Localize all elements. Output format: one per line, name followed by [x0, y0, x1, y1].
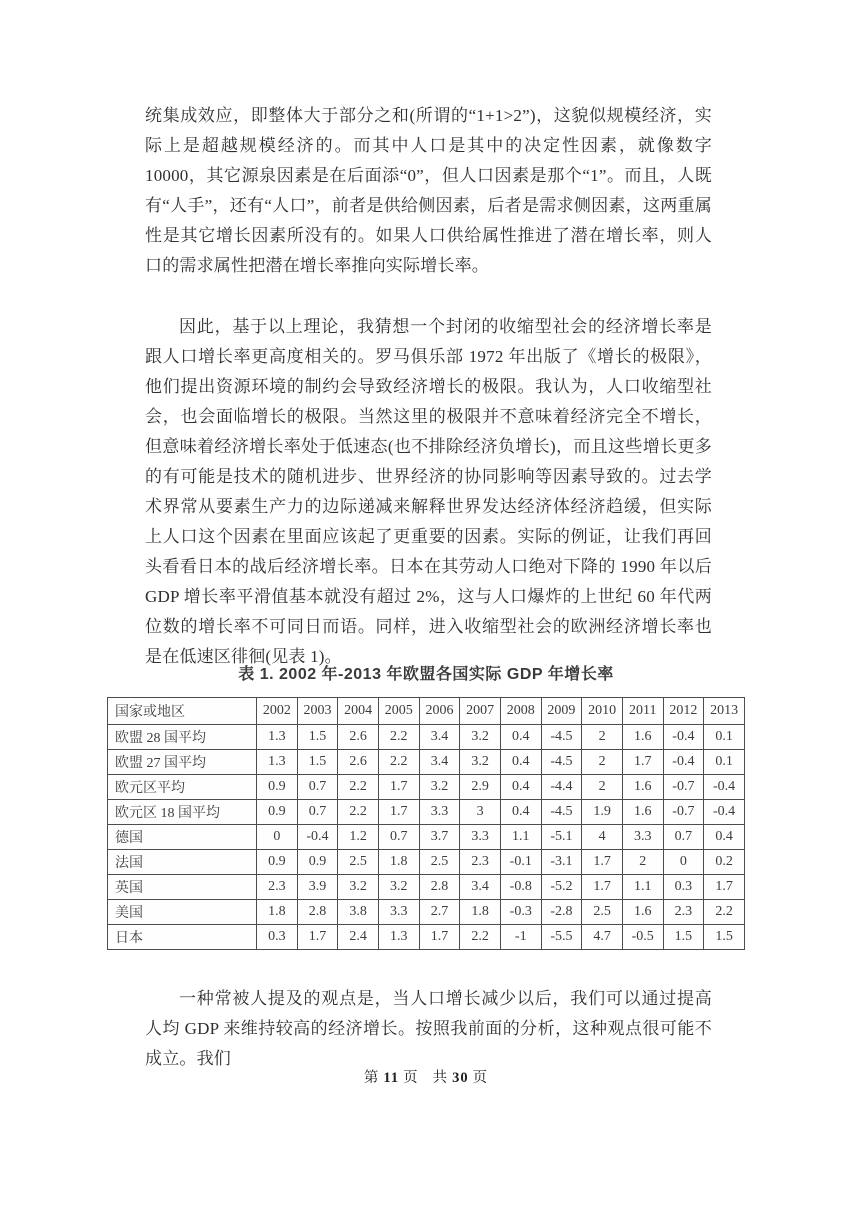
- value-cell: -3.1: [541, 850, 582, 875]
- value-cell: 2.3: [663, 900, 704, 925]
- value-cell: 1.5: [663, 925, 704, 950]
- value-cell: 2.5: [582, 900, 623, 925]
- value-cell: 0: [257, 825, 298, 850]
- value-cell: -0.7: [663, 775, 704, 800]
- value-cell: 0.3: [663, 875, 704, 900]
- footer-page-number: 11: [383, 1070, 400, 1086]
- year-header-cell: 2008: [500, 698, 541, 725]
- value-cell: -0.5: [622, 925, 663, 950]
- value-cell: 0.3: [257, 925, 298, 950]
- value-cell: 0.7: [297, 800, 338, 825]
- table-head: [108, 698, 745, 725]
- year-header-cell: 2011: [622, 698, 663, 725]
- region-cell: 欧盟 28 国平均: [108, 725, 257, 750]
- value-cell: 1.8: [257, 900, 298, 925]
- value-cell: 0.9: [297, 850, 338, 875]
- year-header-cell: 2003: [297, 698, 338, 725]
- region-cell: 日本: [108, 925, 257, 950]
- table-row: [108, 725, 745, 750]
- value-cell: 1.7: [378, 775, 419, 800]
- paragraph-3: 一种常被人提及的观点是，当人口增长减少以后，我们可以通过提高人均 GDP 来维持较高的经济增长。按照我前面的分析，这种观点很可能不成立。我们: [145, 989, 712, 1068]
- value-cell: 0.7: [297, 775, 338, 800]
- value-cell: 3.9: [297, 875, 338, 900]
- value-cell: 0.9: [257, 775, 298, 800]
- value-cell: 0: [663, 850, 704, 875]
- value-cell: 1.7: [582, 875, 623, 900]
- footer-label-total: 共: [432, 1070, 449, 1086]
- value-cell: 4: [582, 825, 623, 850]
- table-row: [108, 850, 745, 875]
- value-cell: 1.1: [622, 875, 663, 900]
- table-row: [108, 800, 745, 825]
- value-cell: 2: [582, 750, 623, 775]
- table-title: 表 1. 2002 年-2013 年欧盟各国实际 GDP 年增长率: [238, 666, 614, 683]
- footer-label-page: 第: [363, 1070, 380, 1086]
- table-header-row: [108, 698, 745, 725]
- value-cell: 2.2: [338, 800, 379, 825]
- value-cell: 2.3: [460, 850, 501, 875]
- value-cell: 2.5: [338, 850, 379, 875]
- table-row: [108, 825, 745, 850]
- value-cell: -0.3: [500, 900, 541, 925]
- value-cell: 0.1: [704, 750, 745, 775]
- value-cell: 0.4: [704, 825, 745, 850]
- table-row: [108, 900, 745, 925]
- value-cell: 1.8: [378, 850, 419, 875]
- region-cell: 德国: [108, 825, 257, 850]
- value-cell: -4.5: [541, 725, 582, 750]
- value-cell: 2.6: [338, 750, 379, 775]
- value-cell: 1.6: [622, 900, 663, 925]
- table-body: [108, 725, 745, 950]
- value-cell: -4.4: [541, 775, 582, 800]
- value-cell: 3.3: [460, 825, 501, 850]
- value-cell: 3.2: [460, 725, 501, 750]
- value-cell: 1.5: [704, 925, 745, 950]
- region-cell: 美国: [108, 900, 257, 925]
- value-cell: -5.2: [541, 875, 582, 900]
- year-header-cell: 2004: [338, 698, 379, 725]
- value-cell: -0.8: [500, 875, 541, 900]
- region-cell: 英国: [108, 875, 257, 900]
- value-cell: 1.3: [257, 725, 298, 750]
- year-header-cell: 2009: [541, 698, 582, 725]
- region-cell: 法国: [108, 850, 257, 875]
- year-header-cell: 2002: [257, 698, 298, 725]
- value-cell: 2.7: [419, 900, 460, 925]
- value-cell: 3.2: [338, 875, 379, 900]
- value-cell: 0.7: [378, 825, 419, 850]
- value-cell: 2.3: [257, 875, 298, 900]
- value-cell: -0.7: [663, 800, 704, 825]
- value-cell: 1.1: [500, 825, 541, 850]
- paragraph-2: 因此，基于以上理论，我猜想一个封闭的收缩型社会的经济增长率是跟人口增长率更高度相关的。罗马俱乐部 1972 年出版了《增长的极限》，他们提出资源环境的制约会导致经济增长的极限。我认为，人口收缩型社会，也会面临增长的极限。当然这里的极限并不意味着经济完全不增长，但意味着经济增长率处于低速态(也不排除经济负增长)，而且这些增长更多的有可能是技术的随机进步、世界经济的协同影响等因素导致的。过去学术界常从要素生产力的边际递减来解释世界发达经济体经济趋缓，但实际上人口这个因素在里面应该起了更重要的因素。实际的例证，让我们再回头看看日本的战后经济增长率。日本在其劳动人口绝对下降的 1990 年以后 GDP 增长率平滑值基本就没有超过 2%，这与人口爆炸的上世纪 60 年代两位数的增长率不可同日而语。同样，进入收缩型社会的欧洲经济增长率也是在低速区徘徊(见表 1)。: [145, 317, 712, 666]
- value-cell: 0.1: [704, 725, 745, 750]
- table-row: [108, 750, 745, 775]
- value-cell: 2: [622, 850, 663, 875]
- paragraph-1: 统集成效应，即整体大于部分之和(所谓的“1+1>2”)，这貌似规模经济，实际上是超越规模经济的。而其中人口是其中的决定性因素，就像数字 10000，其它源泉因素是在后面添“0”，但人口因素是那个“1”。而且，人既有“人手”，还有“人口”，前者是供给侧因素，后者是需求侧因素，这两重属性是其它增长因素所没有的。如果人口供给属性推进了潜在增长率，则人口的需求属性把潜在增长率推向实际增长率。: [145, 106, 712, 275]
- value-cell: -0.1: [500, 850, 541, 875]
- year-header-cell: 2010: [582, 698, 623, 725]
- value-cell: 3.4: [419, 725, 460, 750]
- value-cell: 2.4: [338, 925, 379, 950]
- value-cell: 3.3: [419, 800, 460, 825]
- value-cell: 0.7: [663, 825, 704, 850]
- gdp-growth-table: [107, 697, 745, 950]
- value-cell: 3.2: [378, 875, 419, 900]
- value-cell: 0.2: [704, 850, 745, 875]
- value-cell: 2.2: [704, 900, 745, 925]
- value-cell: 3.4: [460, 875, 501, 900]
- value-cell: 2.2: [460, 925, 501, 950]
- value-cell: -0.4: [663, 750, 704, 775]
- year-header-cell: 2007: [460, 698, 501, 725]
- region-cell: 欧元区平均: [108, 775, 257, 800]
- value-cell: -4.5: [541, 750, 582, 775]
- value-cell: -2.8: [541, 900, 582, 925]
- value-cell: 2.8: [297, 900, 338, 925]
- value-cell: -0.4: [663, 725, 704, 750]
- value-cell: 3: [460, 800, 501, 825]
- value-cell: 3.4: [419, 750, 460, 775]
- year-header-cell: 2006: [419, 698, 460, 725]
- footer-label-ye1: 页: [403, 1070, 419, 1086]
- value-cell: 1.5: [297, 750, 338, 775]
- value-cell: 0.9: [257, 850, 298, 875]
- value-cell: 1.7: [704, 875, 745, 900]
- value-cell: 1.6: [622, 725, 663, 750]
- value-cell: 2: [582, 775, 623, 800]
- value-cell: 3.2: [419, 775, 460, 800]
- value-cell: 2.8: [419, 875, 460, 900]
- year-header-cell: 2012: [663, 698, 704, 725]
- value-cell: -0.4: [704, 775, 745, 800]
- value-cell: 3.3: [378, 900, 419, 925]
- value-cell: 1.7: [297, 925, 338, 950]
- value-cell: 0.9: [257, 800, 298, 825]
- value-cell: 4.7: [582, 925, 623, 950]
- table-row: [108, 875, 745, 900]
- value-cell: -0.4: [704, 800, 745, 825]
- value-cell: 1.2: [338, 825, 379, 850]
- value-cell: 1.5: [297, 725, 338, 750]
- region-header-cell: 国家或地区: [108, 698, 257, 725]
- value-cell: 1.3: [378, 925, 419, 950]
- value-cell: 0.4: [500, 750, 541, 775]
- footer-total-pages: 30: [452, 1070, 469, 1086]
- value-cell: 0.4: [500, 800, 541, 825]
- value-cell: 2.9: [460, 775, 501, 800]
- value-cell: 2.2: [338, 775, 379, 800]
- value-cell: 1.6: [622, 800, 663, 825]
- footer-label-ye2: 页: [472, 1070, 489, 1086]
- value-cell: 2: [582, 725, 623, 750]
- year-header-cell: 2013: [704, 698, 745, 725]
- value-cell: 1.3: [257, 750, 298, 775]
- value-cell: 1.7: [419, 925, 460, 950]
- region-cell: 欧元区 18 国平均: [108, 800, 257, 825]
- value-cell: -4.5: [541, 800, 582, 825]
- value-cell: 2.5: [419, 850, 460, 875]
- table-row: [108, 775, 745, 800]
- value-cell: 3.2: [460, 750, 501, 775]
- value-cell: -0.4: [297, 825, 338, 850]
- value-cell: 1.6: [622, 775, 663, 800]
- value-cell: -5.5: [541, 925, 582, 950]
- value-cell: 3.8: [338, 900, 379, 925]
- value-cell: 1.7: [378, 800, 419, 825]
- value-cell: -1: [500, 925, 541, 950]
- table-row: [108, 925, 745, 950]
- value-cell: 1.9: [582, 800, 623, 825]
- value-cell: -5.1: [541, 825, 582, 850]
- value-cell: 1.8: [460, 900, 501, 925]
- value-cell: 2.2: [378, 725, 419, 750]
- value-cell: 1.7: [582, 850, 623, 875]
- value-cell: 3.7: [419, 825, 460, 850]
- value-cell: 2.6: [338, 725, 379, 750]
- value-cell: 0.4: [500, 725, 541, 750]
- year-header-cell: 2005: [378, 698, 419, 725]
- value-cell: 2.2: [378, 750, 419, 775]
- region-cell: 欧盟 27 国平均: [108, 750, 257, 775]
- value-cell: 3.3: [622, 825, 663, 850]
- value-cell: 1.7: [622, 750, 663, 775]
- value-cell: 0.4: [500, 775, 541, 800]
- page-footer: [0, 1066, 852, 1087]
